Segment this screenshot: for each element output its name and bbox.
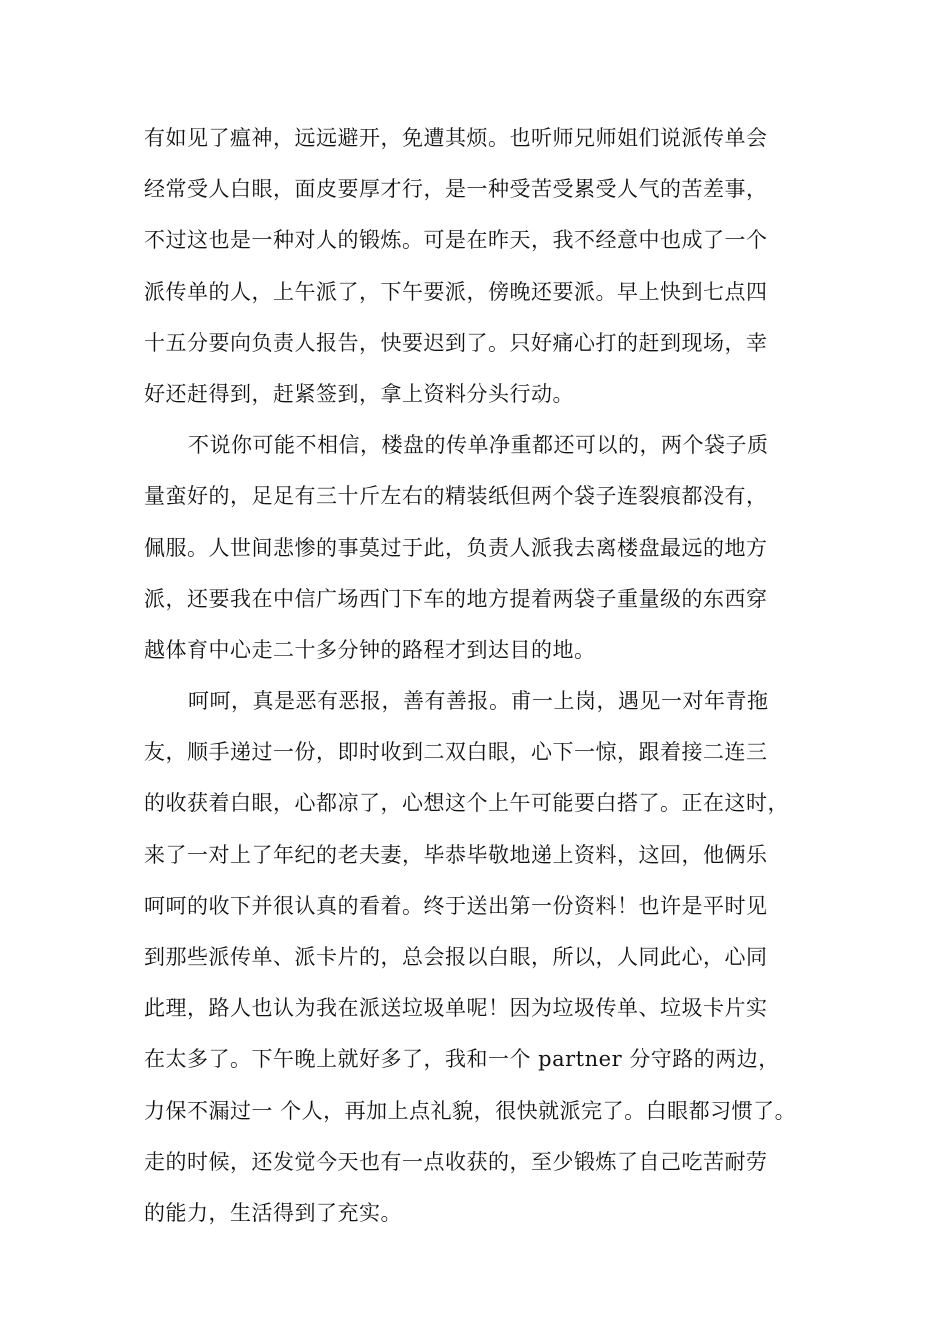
text-line: 走的时候，还发觉今天也有一点收获的，至少锻炼了自己吃苦耐劳: [144, 1149, 768, 1174]
text-line: 到那些派传单、派卡片的，总会报以白眼，所以，人同此心，心同: [144, 945, 768, 969]
paragraph-first-line: 呵呵，真是恶有恶报，善有善报。甫一上岗，遇见一对年青拖: [188, 689, 769, 714]
text-line: 在太多了。下午晚上就好多了，我和一个 partner 分守路的两边，: [144, 1047, 780, 1072]
text-line: 的能力，生活得到了充实。: [144, 1200, 402, 1225]
text-line: 此理，路人也认为我在派送垃圾单呢！因为垃圾传单、垃圾卡片实: [144, 996, 768, 1021]
text-line: 的收获着白眼，心都凉了，心想这个上午可能要白搭了。正在这时，: [144, 791, 789, 816]
text-line: 友，顺手递过一份，即时收到二双白眼，心下一惊，跟着接二连三: [144, 740, 768, 765]
text-line: 派传单的人，上午派了，下午要派，傍晚还要派。早上快到七点四: [144, 279, 768, 304]
text-line: 呵呵的收下并很认真的看着。终于送出第一份资料！也许是平时见: [144, 893, 768, 918]
text-line: 量蛮好的，足足有三十斤左右的精装纸但两个袋子连裂痕都没有，: [144, 484, 768, 509]
paragraph-first-line: 不说你可能不相信，楼盘的传单净重都还可以的，两个袋子质: [188, 433, 769, 458]
text-line: 不过这也是一种对人的锻炼。可是在昨天，我不经意中也成了一个: [144, 228, 768, 253]
body-text: [144, 118, 824, 1244]
text-line: 十五分要向负责人报告，快要迟到了。只好痛心打的赶到现场，幸: [144, 330, 768, 355]
text-line: 力保不漏过一 个人，再加上点礼貌，很快就派完了。白眼都习惯了。: [144, 1098, 797, 1123]
text-line: 佩服。人世间悲惨的事莫过于此，负责人派我去离楼盘最远的地方: [144, 535, 768, 560]
text-line: 派，还要我在中信广场西门下车的地方提着两袋子重量级的东西穿: [144, 586, 768, 611]
text-line: 有如见了瘟神，远远避开，免遭其烦。也听师兄师姐们说派传单会: [144, 126, 768, 150]
text-line: 好还赶得到，赶紧签到，拿上资料分头行动。: [144, 381, 574, 406]
text-line: 越体育中心走二十多分钟的路程才到达目的地。: [144, 637, 596, 662]
text-line: 经常受人白眼，面皮要厚才行，是一种受苦受累受人气的苦差事，: [144, 177, 768, 202]
text-line: 来了一对上了年纪的老夫妻，毕恭毕敬地递上资料，这回，他俩乐: [144, 842, 768, 867]
